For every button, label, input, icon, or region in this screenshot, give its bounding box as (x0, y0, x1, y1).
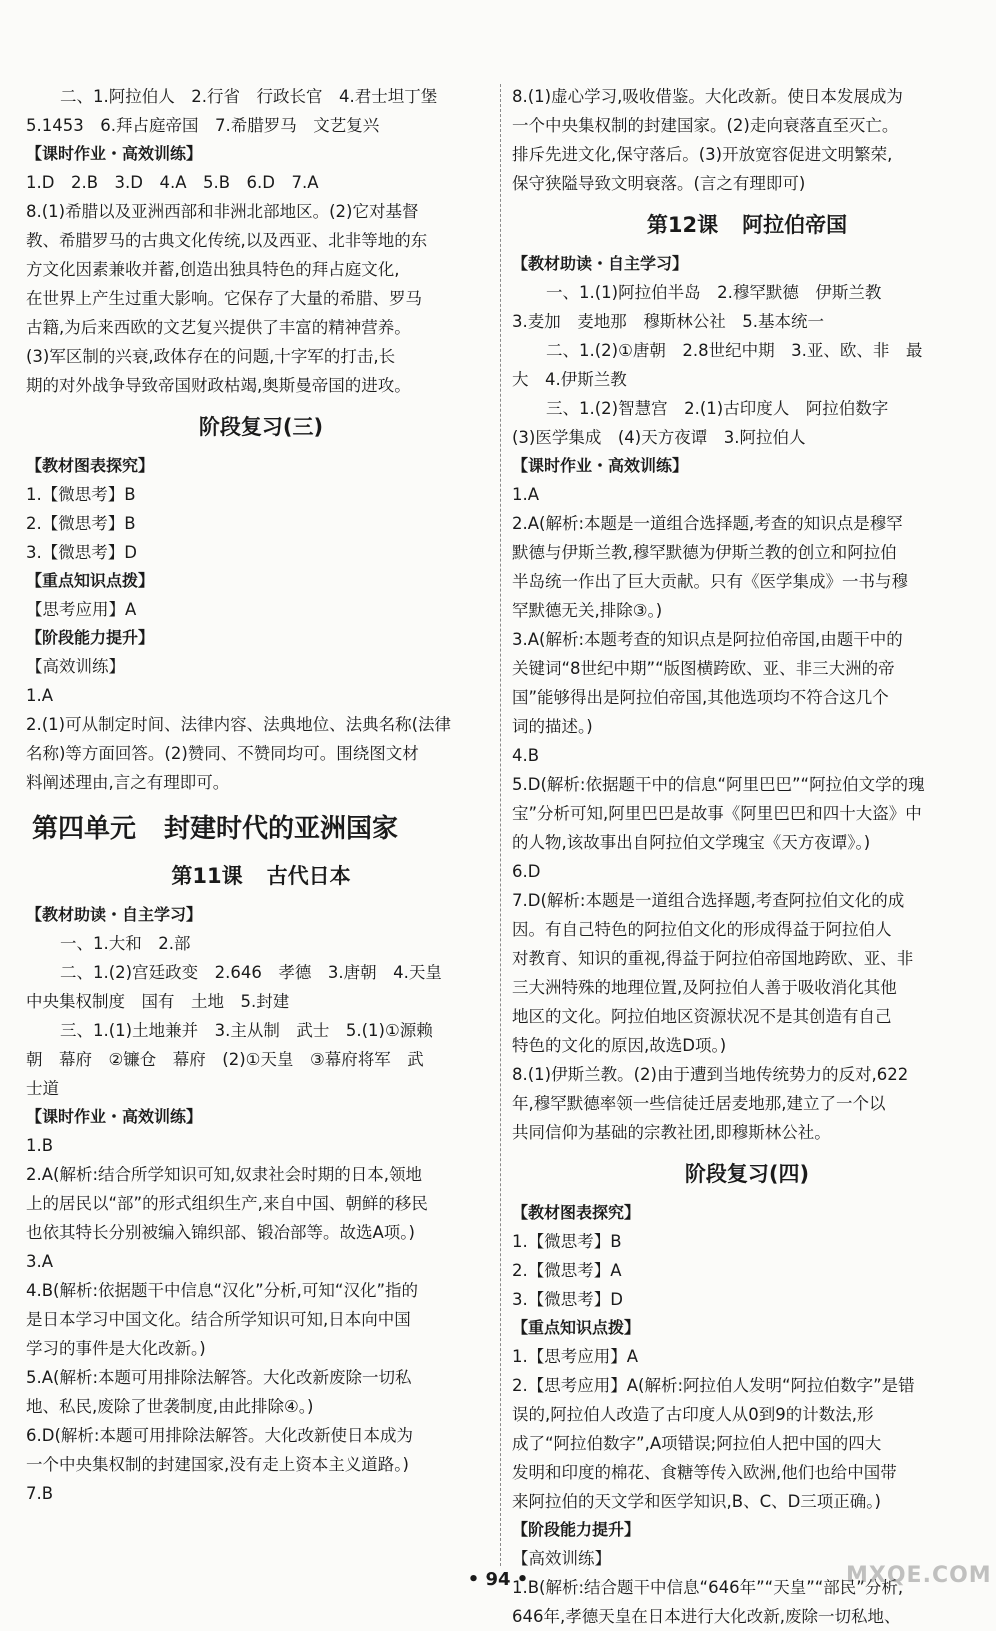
text-line: 1.B(解析:结合题干中信息“646年”“天皇”“部民”分析, (512, 1578, 904, 1597)
text-line: 关键词“8世纪中期”“版图横跨欧、亚、非三大洲的帝 (512, 659, 895, 678)
text-line: 地区的文化。阿拉伯地区资源状况不是其创造有自己 (512, 1007, 892, 1026)
lesson-heading (26, 859, 496, 893)
text-line: 二、1.阿拉伯人 2.行省 行政长官 4.君士坦丁堡 (60, 87, 438, 106)
text-line: 3.A(解析:本题考查的知识点是阿拉伯帝国,由题干中的 (512, 630, 903, 649)
text-line: 成了“阿拉伯数字”,A项错误;阿拉伯人把中国的四大 (512, 1434, 882, 1453)
section-label: 【教材图表探究】 (26, 456, 155, 475)
text-line: 1.【微思考】B (512, 1232, 622, 1251)
text-line: 6.D (512, 862, 541, 881)
text-line: 料阐述理由,言之有理即可。 (26, 773, 230, 792)
text-line: 来阿拉伯的天文学和医学知识,B、C、D三项正确。) (512, 1492, 881, 1511)
text-line: 1.【微思考】B (26, 485, 136, 504)
text-line: 1.A (512, 485, 540, 504)
text-line: 排斥先进文化,保守落后。(3)开放宽容促进文明繁荣, (512, 145, 893, 164)
heading-number: 第11课 (171, 864, 243, 888)
text-line: 在世界上产生过重大影响。它保存了大量的希腊、罗马 (26, 289, 422, 308)
text-line: 646年,孝德天皇在日本进行大化改新,废除一切私地、 (512, 1607, 901, 1626)
text-line: 士道 (26, 1079, 59, 1098)
text-line: 一、1.(1)阿拉伯半岛 2.穆罕默德 伊斯兰教 (546, 283, 882, 302)
text-line: 3.A (26, 1252, 54, 1271)
section-label: 【重点知识点拨】 (512, 1318, 641, 1337)
left-column (26, 82, 496, 1508)
text-line: 2.【微思考】A (512, 1261, 622, 1280)
text-line: 二、1.(2)①唐朝 2.8世纪中期 3.亚、欧、非 最 (546, 341, 923, 360)
text-line: 7.B (26, 1484, 54, 1503)
text-line: 2.(1)可从制定时间、法律内容、法典地位、法典名称(法律 (26, 715, 452, 734)
heading-title: 阿拉伯帝国 (742, 213, 848, 237)
text-line: 共同信仰为基础的宗教社团,即穆斯林公社。 (512, 1123, 831, 1142)
section-label: 【教材图表探究】 (512, 1203, 641, 1222)
text-line: 三、1.(2)智慧宫 2.(1)古印度人 阿拉伯数字 (546, 399, 889, 418)
text-line: 大 4.伊斯兰教 (512, 370, 627, 389)
text-line: 【高效训练】 (26, 657, 125, 676)
text-line: 2.【微思考】B (26, 514, 136, 533)
text-line: 2.【思考应用】A(解析:阿拉伯人发明“阿拉伯数字”是错 (512, 1376, 915, 1395)
text-line: 【高效训练】 (512, 1549, 611, 1568)
text-line: 也依其特长分别被编入锦织部、锻冶部等。故选A项。) (26, 1223, 415, 1242)
text-line: 朝 幕府 ②镰仓 幕府 (2)①天皇 ③幕府将军 武 (26, 1050, 424, 1069)
heading-number: 第12课 (646, 213, 719, 237)
text-line: 5.A(解析:本题可用排除法解答。大化改新废除一切私 (26, 1368, 412, 1387)
text-line: (3)军区制的兴衰,政体存在的问题,十字军的打击,长 (26, 347, 396, 366)
text-line: 3.【微思考】D (512, 1290, 623, 1309)
text-line: 4.B(解析:依据题干中信息“汉化”分析,可知“汉化”指的 (26, 1281, 418, 1300)
text-line: 1.B (26, 1136, 54, 1155)
text-line: 1.【思考应用】A (512, 1347, 639, 1366)
section-label: 【阶段能力提升】 (512, 1520, 641, 1539)
section-label: 【教材助读・自主学习】 (512, 254, 689, 273)
text-line: 年,穆罕默德率领一些信徒迁居麦地那,建立了一个以 (512, 1094, 886, 1113)
text-line: 因。有自己特色的阿拉伯文化的形成得益于阿拉伯人 (512, 920, 892, 939)
text-line: 词的描述。) (512, 717, 593, 736)
text-line: 古籍,为后来西欧的文艺复兴提供了丰富的精神营养。 (26, 318, 411, 337)
heading-title: 封建时代的亚洲国家 (164, 814, 399, 844)
text-line: 学习的事件是大化改新。) (26, 1339, 206, 1358)
heading-number: 第四单元 (32, 814, 137, 844)
text-line: 1.D 2.B 3.D 4.A 5.B 6.D 7.A (26, 173, 319, 192)
lesson-heading (512, 208, 982, 242)
text-line: 6.D(解析:本题可用排除法解答。大化改新使日本成为 (26, 1426, 413, 1445)
text-line: 罕默德无关,排除③。) (512, 601, 663, 620)
text-line: 5.1453 6.拜占庭帝国 7.希腊罗马 文艺复兴 (26, 116, 380, 135)
text-line: 宝”分析可知,阿里巴巴是故事《阿里巴巴和四十大盗》中 (512, 804, 922, 823)
text-line: (3)医学集成 (4)天方夜谭 3.阿拉伯人 (512, 428, 806, 447)
text-line: 名称)等方面回答。(2)赞同、不赞同均可。围绕图文材 (26, 744, 419, 763)
text-line: 5.D(解析:依据题干中的信息“阿里巴巴”“阿拉伯文学的瑰 (512, 775, 925, 794)
right-column (512, 82, 982, 1631)
text-line: 3.麦加 麦地那 穆斯林公社 5.基本统一 (512, 312, 824, 331)
text-line: 一个中央集权制的封建国家。(2)走向衰落直至灭亡。 (512, 116, 899, 135)
text-line: 方文化因素兼收并蓄,创造出独具特色的拜占庭文化, (26, 260, 400, 279)
text-line: 二、1.(2)宫廷政变 2.646 孝德 3.唐朝 4.天皇 (60, 963, 442, 982)
text-line: 地、私民,废除了世袭制度,由此排除④。) (26, 1397, 314, 1416)
lesson-heading: 阶段复习(三) (198, 415, 324, 439)
text-line: 期的对外战争导致帝国财政枯竭,奥斯曼帝国的进攻。 (26, 376, 411, 395)
text-line: 特色的文化的原因,故选D项。) (512, 1036, 727, 1055)
text-line: 一、1.大和 2.部 (60, 934, 191, 953)
page-number: • 94 • (467, 1569, 529, 1590)
text-line: 三大洲特殊的地理位置,及阿拉伯人善于吸收消化其他 (512, 978, 897, 997)
text-line: 对教育、知识的重视,得益于阿拉伯帝国地跨欧、亚、非 (512, 949, 914, 968)
text-line: 半岛统一作出了巨大贡献。只有《医学集成》一书与穆 (512, 572, 908, 591)
text-line: 8.(1)虚心学习,吸收借鉴。大化改新。使日本发展成为 (512, 87, 903, 106)
section-label: 【教材助读・自主学习】 (26, 905, 203, 924)
section-label: 【阶段能力提升】 (26, 628, 155, 647)
text-line: 3.【微思考】D (26, 543, 137, 562)
text-line: 三、1.(1)土地兼并 3.主从制 武士 5.(1)①源赖 (60, 1021, 433, 1040)
text-line: 中央集权制度 国有 土地 5.封建 (26, 992, 290, 1011)
text-line: 的人物,该故事出自阿拉伯文学瑰宝《天方夜谭》。) (512, 833, 871, 852)
section-label: 【课时作业・高效训练】 (26, 1107, 203, 1126)
text-line: 保守狭隘导致文明衰落。(言之有理即可) (512, 174, 806, 193)
lesson-heading: 阶段复习(四) (684, 1162, 810, 1186)
text-line: 一个中央集权制的封建国家,没有走上资本主义道路。) (26, 1455, 409, 1474)
text-line: 上的居民以“部”的形式组织生产,来自中国、朝鲜的移民 (26, 1194, 428, 1213)
column-divider (500, 84, 501, 1566)
section-label: 【课时作业・高效训练】 (512, 456, 689, 475)
section-label: 【重点知识点拨】 (26, 571, 155, 590)
unit-heading (32, 809, 496, 849)
text-line: 国”能够得出是阿拉伯帝国,其他选项均不符合这几个 (512, 688, 889, 707)
text-line: 1.A (26, 686, 54, 705)
text-line: 8.(1)伊斯兰教。(2)由于遭到当地传统势力的反对,622 (512, 1065, 909, 1084)
text-line: 8.(1)希腊以及亚洲西部和非洲北部地区。(2)它对基督 (26, 202, 419, 221)
watermark-logo: MXQE.COM (846, 1563, 992, 1588)
text-line: 2.A(解析:本题是一道组合选择题,考查的知识点是穆罕 (512, 514, 903, 533)
text-line: 误的,阿拉伯人改造了古印度人从0到9的计数法,形 (512, 1405, 874, 1424)
text-line: 教、希腊罗马的古典文化传统,以及西亚、北非等地的东 (26, 231, 428, 250)
text-line: 默德与伊斯兰教,穆罕默德为伊斯兰教的创立和阿拉伯 (512, 543, 897, 562)
heading-title: 古代日本 (266, 864, 351, 888)
text-line: 4.B (512, 746, 540, 765)
text-line: 2.A(解析:结合所学知识可知,奴隶社会时期的日本,领地 (26, 1165, 423, 1184)
text-line: 发明和印度的棉花、食糖等传入欧洲,他们也给中国带 (512, 1463, 897, 1482)
section-label: 【课时作业・高效训练】 (26, 144, 203, 163)
text-line: 是日本学习中国文化。结合所学知识可知,日本向中国 (26, 1310, 411, 1329)
text-line: 【思考应用】A (26, 600, 137, 619)
text-line: 7.D(解析:本题是一道组合选择题,考查阿拉伯文化的成 (512, 891, 905, 910)
